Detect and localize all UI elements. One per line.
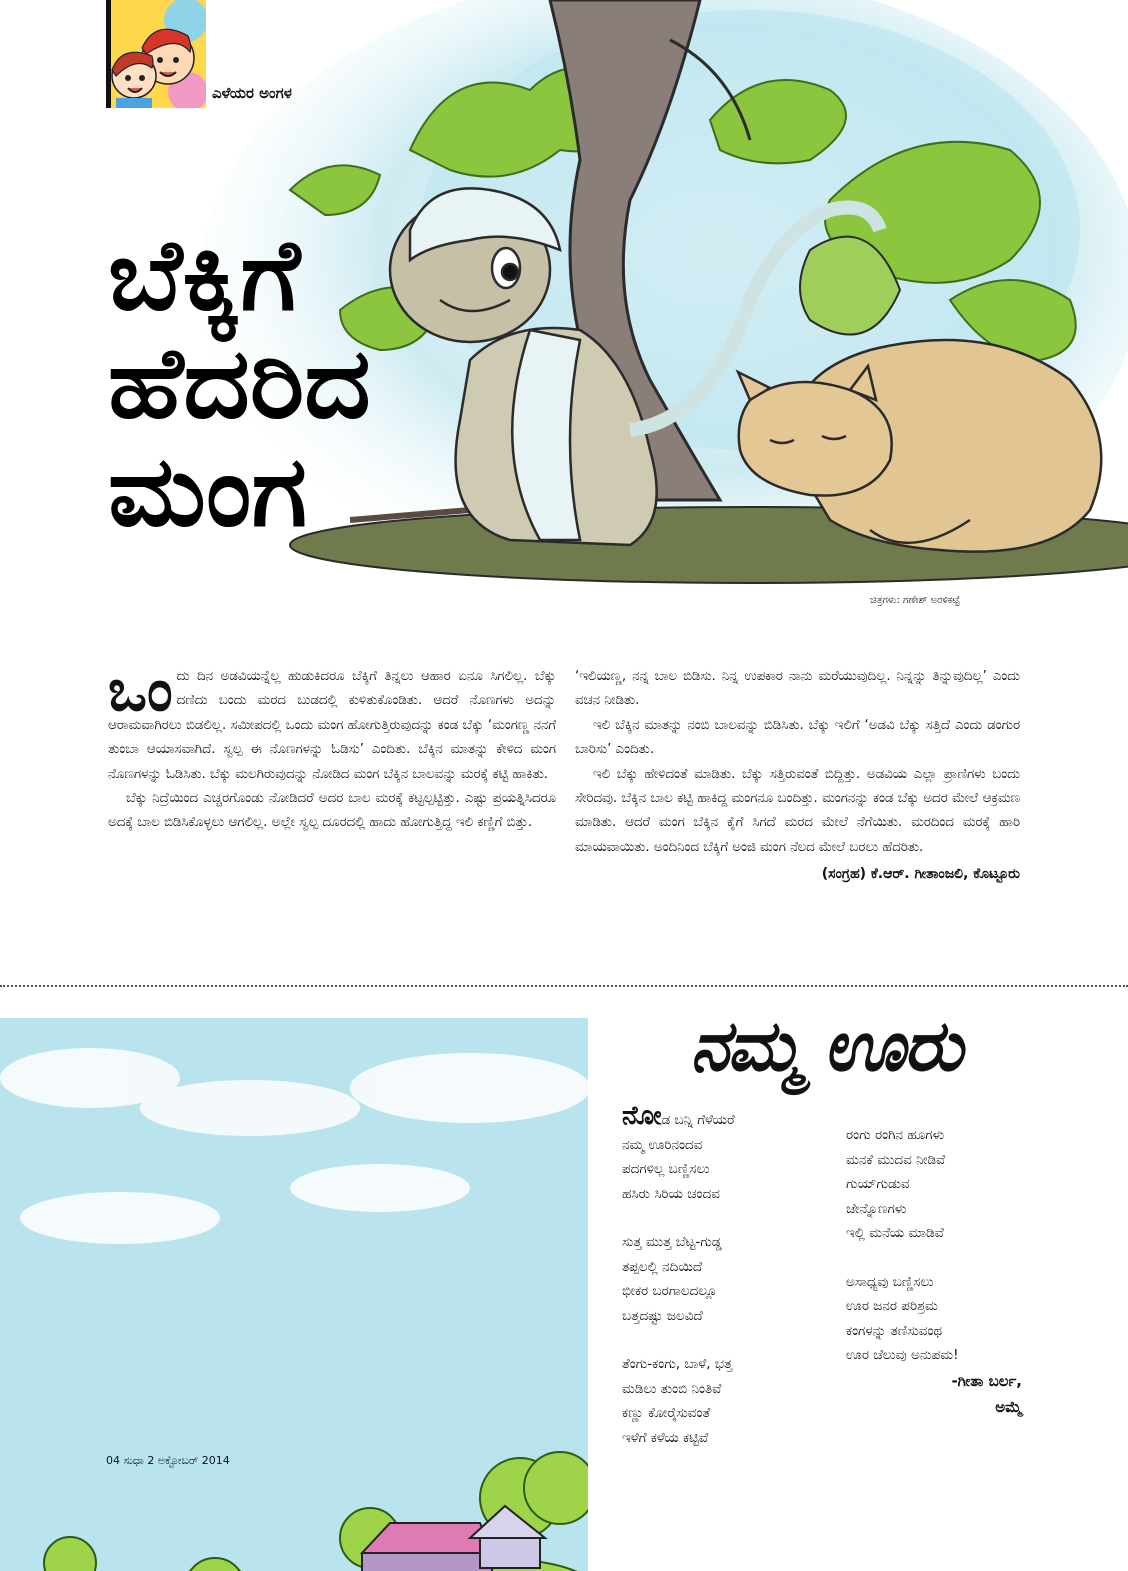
story-paragraph: ‘ಇಲಿಯಣ್ಣ, ನನ್ನ ಬಾಲ ಬಿಡಿಸು. ನಿನ್ನ ಉಪಕಾರ ನಾನು ಮರೆಯುವುದಿಲ್ಲ. ನಿನ್ನನ್ನು ತಿನ್ನುವುದಿಲ್ಲ’ ಎಂದು ವಚನ ನೀಡಿತು.	[575, 669, 1020, 709]
story-paragraph: ಬೆಕ್ಕು ನಿದ್ರೆಯಿಂದ ಎಚ್ಚರಗೊಂಡು ನೋಡಿದರೆ ಅದರ ಬಾಲ ಮರಕ್ಕೆ ಕಟ್ಟಲ್ಪಟ್ಟಿತ್ತು. ಎಷ್ಟು ಪ್ರಯತ್ನಿಸಿದರೂ ಅದಕ್ಕೆ ಬಾಲ ಬಿಡಿಸಿಕೊಳ್ಳಲು ಆಗಲಿಲ್ಲ. ಅಲ್ಲೇ ಸ್ವಲ್ಪ ದೂರದಲ್ಲಿ ಹಾದು ಹೋಗುತ್ತಿದ್ದ ಇಲಿ ಕಣ್ಣಿಗೆ ಬಿತ್ತು.	[108, 791, 556, 831]
poem-stanza	[846, 1123, 1022, 1246]
poem-line-text: ಡ ಬನ್ನಿ ಗೆಳೆಯರೆ	[661, 1112, 735, 1128]
drop-cap: ಒಂ	[108, 656, 173, 724]
section-label: ಎಳೆಯರ ಅಂಗಳ	[212, 84, 292, 102]
poem-line: ಹಸಿರು ಸಿರಿಯ ಚಂದವ	[622, 1185, 720, 1202]
poem-author-name: -ಗೀತಾ ಬರ್ಲ,	[951, 1371, 1022, 1390]
poem-line: ಪದಗಳಿಲ್ಲ ಬಣ್ಣಿಸಲು	[622, 1161, 710, 1177]
story-author: (ಸಂಗ್ರಹ) ಕೆ.ಆರ್. ಗೀತಾಂಜಲಿ, ಕೊಟ್ಟೂರು	[821, 866, 1020, 883]
poem-column-right	[846, 1123, 1022, 1420]
poem-line: ಭೀಕರ ಬರಗಾಲದಲ್ಲೂ	[622, 1283, 718, 1299]
illustration-credit: ಚಿತ್ರಗಳು: ಗಣೇಶ್ ಅರಳಿಕಟ್ಟೆ	[870, 595, 960, 606]
poem-stanza	[846, 1270, 1022, 1368]
poem-line: ಕಣ್ಣು ಕೋರೈಸುವಂತೆ	[622, 1405, 711, 1421]
poem-initial: ನೋ	[622, 1101, 662, 1131]
poem-line: ಬತ್ತದಷ್ಟು ಜಲವಿದೆ	[622, 1307, 703, 1324]
poem-line: ಸುತ್ತ ಮುತ್ತ ಬೆಟ್ಟ-ಗುಡ್ಡ	[622, 1234, 722, 1250]
story-paragraph: ಇಲಿ ಬೆಕ್ಕು ಹೇಳಿದಂತೆ ಮಾಡಿತು. ಬೆಕ್ಕು ಸತ್ತಿರುವಂತೆ ಬಿದ್ದಿತ್ತು. ಅಡವಿಯ ಎಲ್ಲಾ ಪ್ರಾಣಿಗಳು ಬಂದು ಸೇರಿದವು. ಬೆಕ್ಕಿನ ಬಾಲ ಕಟ್ಟಿ ಹಾಕಿದ್ದ ಮಂಗನೂ ಬಂದಿತ್ತು. ಮಂಗನನ್ನು ಕಂಡ ಬೆಕ್ಕು ಅದರ ಮೇಲೆ ಆಕ್ರಮಣ ಮಾಡಿತು. ಆದರೆ ಮಂಗ ಬೆಕ್ಕಿನ ಕೈಗೆ ಸಿಗದೆ ಮರದ ಮೇಲೆ ನೆಗೆಯಿತು. ಮರದಿಂದ ಮರಕ್ಕೆ ಹಾರಿ ಮಾಯವಾಯಿತು. ಅಂದಿನಿಂದ ಬೆಕ್ಕಿಗೆ ಅಂಜಿ ಮಂಗ ನೆಲದ ಮೇಲೆ ಬರಲು ಹೆದರಿತು.	[575, 766, 1020, 855]
poem-stanza	[622, 1352, 735, 1450]
title-line-1: ಬೆಕ್ಕಿಗೆ	[108, 218, 301, 333]
poem-column-left	[622, 1101, 735, 1474]
poem-stanza	[622, 1230, 735, 1328]
story-paragraph: ಇಲಿ ಬೆಕ್ಕಿನ ಮಾತನ್ನು ನಂಬಿ ಬಾಲವನ್ನು ಬಿಡಿಸಿತು. ಬೆಕ್ಕು ಇಲಿಗೆ ‘ಅಡವಿ ಬೆಕ್ಕು ಸತ್ತಿದೆ ಎಂದು ಡಂಗುರ ಬಾರಿಸು’ ಎಂದಿತು.	[575, 717, 1020, 758]
poem-line: ಊರ ಜನರ ಪರಿಶ್ರಮ	[846, 1298, 938, 1314]
poem-line: ರಂಗು ರಂಗಿನ ಹೂಗಳು	[846, 1127, 945, 1143]
poem-line: ಕಂಗಳನ್ನು ತಣಿಸುವಂಥ	[846, 1322, 943, 1339]
poem-line: ಇಲ್ಲಿ ಮನೆಯ ಮಾಡಿವೆ	[846, 1225, 944, 1241]
poem-line: ತಪ್ಪಲಲ್ಲಿ ನದಿಯಿದೆ	[622, 1258, 703, 1275]
poem-line: ಇಳೆಗೆ ಕಳೆಯ ಕಟ್ಟಿವೆ	[622, 1429, 709, 1446]
village-illustration	[0, 1018, 588, 1571]
poem-line: ಮನಕೆ ಮುದವ ನೀಡಿವೆ	[846, 1151, 946, 1168]
poem-line: ಅಸಾಧ್ಯವು ಬಣ್ಣಿಸಲು	[846, 1273, 934, 1290]
story-title	[108, 218, 371, 549]
poem-author	[846, 1368, 1022, 1420]
story-column-2	[575, 665, 1020, 887]
page-footer: 04 ಸುಧಾ 2 ಅಕ್ಟೋಬರ್ 2014	[106, 1454, 230, 1467]
poem-title: ನಮ್ಮ ಊರು	[690, 1004, 961, 1087]
poem-line: ಗುಯ್‌ಗುಡುವ	[846, 1176, 910, 1192]
poem-line: ಊರ ಚೆಲುವು ಅನುಪಮ!	[846, 1347, 959, 1363]
title-line-3: ಮಂಗ	[108, 434, 308, 549]
section-divider	[0, 985, 1128, 987]
story-paragraph	[108, 656, 556, 787]
story-column-1	[108, 656, 556, 836]
poem-line: ನಮ್ಮ ಊರಿನಂದವ	[622, 1136, 703, 1153]
paragraph-text: ದು ದಿನ ಅಡವಿಯನ್ನೆಲ್ಲ ಹುಡುಕಿದರೂ ಬೆಕ್ಕಿಗೆ ತಿನ್ನಲು ಆಹಾರ ಏನೂ ಸಿಗಲಿಲ್ಲ. ಬೆಕ್ಕು ದಣಿದು ಬಂದು ಮರದ ಬುಡದಲ್ಲಿ ಕುಳಿತುಕೊಂಡಿತು. ಆದರೆ ನೊಣಗಳು ಅದನ್ನು ಆರಾಮವಾಗಿರಲು ಬಿಡಲಿಲ್ಲ. ಸಮೀಪದಲ್ಲಿ ಒಂದು ಮಂಗ ಹೋಗುತ್ತಿರುವುದನ್ನು ಕಂಡ ಬೆಕ್ಕು ‘ಮಂಗಣ್ಣ ನನಗೆ ತುಂಬಾ ಆಯಾಸವಾಗಿದೆ. ಸ್ವಲ್ಪ ಈ ನೊಣಗಳನ್ನು ಓಡಿಸು’ ಎಂದಿತು. ಬೆಕ್ಕಿನ ಮಾತನ್ನು ಕೇಳಿದ ಮಂಗ ನೊಣಗಳನ್ನು ಓಡಿಸಿತು. ಬೆಕ್ಕು ಮಲಗಿರುವುದನ್ನು ನೋಡಿದ ಮಂಗ ಬೆಕ್ಕಿನ ಬಾಲವನ್ನು ಮರಕ್ಕೆ ಕಟ್ಟಿ ಹಾಕಿತು.	[108, 669, 556, 782]
poem-line: ಜೇನ್ನೊಣಗಳು	[846, 1200, 907, 1217]
poem-author-place: ಅಮ್ಮೆ	[995, 1397, 1022, 1416]
poem-stanza	[622, 1101, 735, 1206]
poem-line	[622, 1101, 735, 1133]
poem-line: ಮಡಿಲು ತುಂಬಿ ನಿಂತಿವೆ	[622, 1380, 722, 1397]
title-line-2: ಹೆದರಿದ	[108, 326, 371, 441]
poem-line: ತೆಂಗು-ಕಂಗು, ಬಾಳೆ, ಭತ್ತ	[622, 1356, 733, 1372]
